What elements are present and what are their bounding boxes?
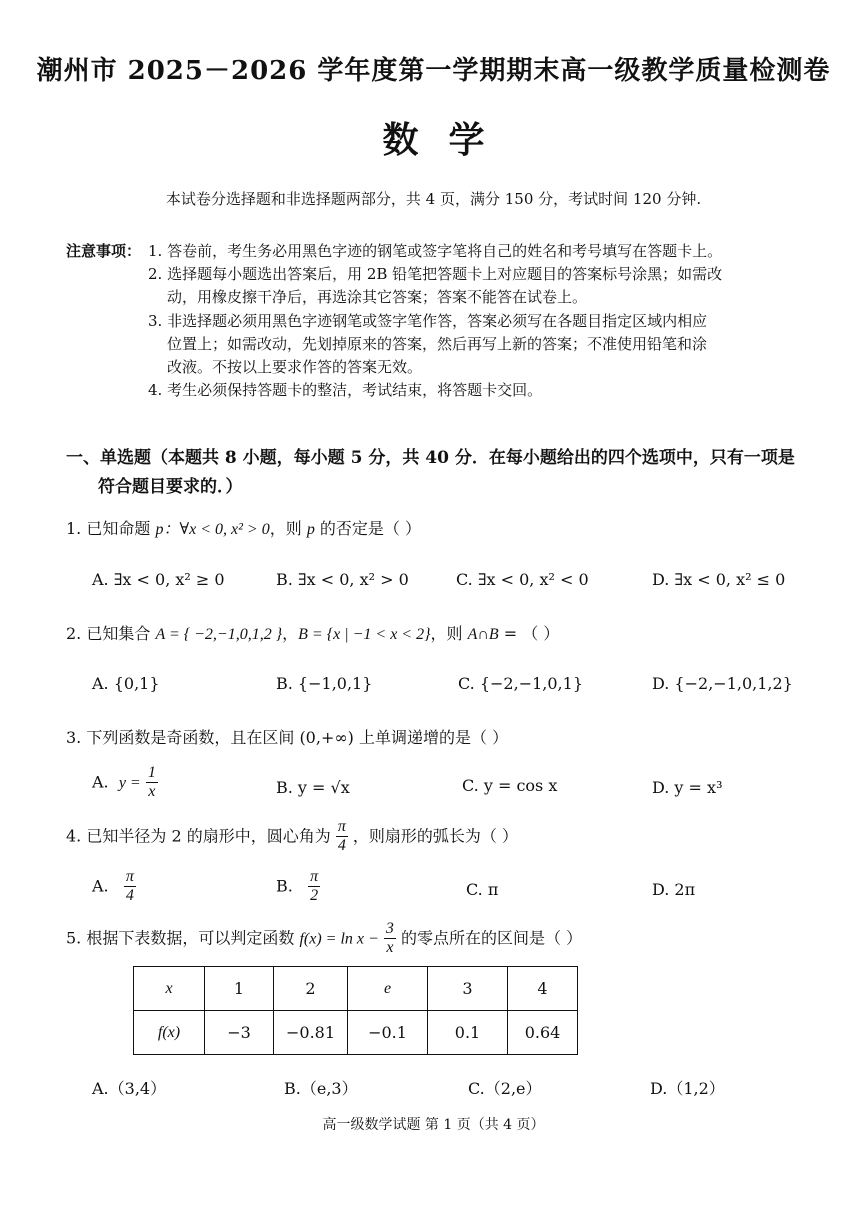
- q1-option-b: B. ∃x < 0, x² > 0: [276, 570, 409, 589]
- q3-option-d: D. y = x³: [652, 778, 723, 797]
- table-cell: 4: [508, 967, 578, 1011]
- table-cell: −3: [205, 1011, 274, 1055]
- table-cell: 2: [274, 967, 348, 1011]
- section-heading-cont: 符合题目要求的．）: [98, 477, 243, 497]
- q4-option-c: C. π: [466, 880, 499, 899]
- q3-option-b: B. y = √x: [276, 778, 350, 797]
- q5-option-a: A.（3,4）: [92, 1079, 167, 1098]
- page-footer: 高一级数学试题 第 1 页（共 4 页）: [322, 1117, 545, 1133]
- table-row: [134, 967, 578, 1011]
- question-4: 4. 已知半径为 2 的扇形中，圆心角为 $\frac{\pi}{4}$ ，则扇形的弧长为（ ）: [66, 818, 519, 855]
- table-cell: 3: [428, 967, 508, 1011]
- table-cell: 0.1: [428, 1011, 508, 1055]
- table-cell: e: [348, 967, 428, 1011]
- q4-option-d: D. 2π: [652, 880, 696, 899]
- q2-option-c: C. {−2,−1,0,1}: [458, 674, 583, 693]
- q2-option-b: B. {−1,0,1}: [276, 674, 373, 693]
- q2-option-a: A. {0,1}: [92, 674, 160, 693]
- q5-option-c: C.（2,e）: [468, 1079, 542, 1098]
- notice-item-4: 4. 考生必须保持答题卡的整洁，考试结束，将答题卡交回。: [148, 381, 543, 399]
- notice-item-1: 1. 答卷前，考生务必用黑色字迹的钢笔或签字笔将自己的姓名和考号填写在答题卡上。: [148, 242, 723, 260]
- table-row: [134, 1011, 578, 1055]
- q3-option-a: A. y = $\frac{1}{x}$: [92, 764, 156, 801]
- exam-intro: 本试卷分选择题和非选择题两部分，共 4 页，满分 150 分，考试时间 120 分钟.: [165, 190, 702, 208]
- q2-option-d: D. {−2,−1,0,1,2}: [652, 674, 793, 693]
- q1-option-d: D. ∃x < 0, x² ≤ 0: [652, 570, 786, 589]
- table-cell: 1: [205, 967, 274, 1011]
- table-cell: f(x): [134, 1011, 205, 1055]
- subject-title: 数学: [382, 119, 515, 161]
- table-cell: 0.64: [508, 1011, 578, 1055]
- q1-option-a: A. ∃x < 0, x² ≥ 0: [92, 570, 225, 589]
- q4-option-b: B. $\frac{\pi}{2}$: [276, 868, 319, 905]
- question-2: 2. 已知集合 A = { −2,−1,0,1,2 }，B = {x | −1 < x < 2}，则 A∩B = （ ）: [66, 624, 560, 643]
- q5-option-d: D.（1,2）: [650, 1079, 725, 1098]
- q3-option-c: C. y = cos x: [462, 776, 558, 795]
- question-1: 1. 已知命题 p：∀x < 0, x² > 0，则 p 的否定是（ ）: [66, 519, 421, 538]
- exam-title: 潮州市 2025－2026 学年度第一学期期末高一级教学质量检测卷: [36, 56, 831, 86]
- q4-option-a: A. $\frac{\pi}{4}$: [92, 868, 134, 905]
- notice-item-3-cont: 位置上；如需改动，先划掉原来的答案，然后再写上新的答案；不准使用铅笔和涂: [167, 335, 708, 353]
- notice-item-3: 3. 非选择题必须用黑色字迹钢笔或签字笔作答，答案必须写在各题目指定区域内相应: [148, 312, 708, 330]
- notice-item-3-cont2: 改液。不按以上要求作答的答案无效。: [167, 358, 423, 376]
- values-table: [133, 966, 578, 1055]
- notice-item-2-cont: 动，用橡皮擦干净后，再选涂其它答案；答案不能答在试卷上。: [167, 288, 588, 306]
- notice-item-2: 2. 选择题每小题选出答案后，用 2B 铅笔把答题卡上对应题目的答案标号涂黑；如需改: [148, 265, 723, 283]
- section-heading: 一、单选题（本题共 8 小题，每小题 5 分，共 40 分．在每小题给出的四个选项中，只有一项是: [66, 448, 795, 468]
- q1-option-c: C. ∃x < 0, x² < 0: [456, 570, 589, 589]
- table-cell: −0.1: [348, 1011, 428, 1055]
- q5-option-b: B.（e,3）: [284, 1079, 358, 1098]
- table-cell: x: [134, 967, 205, 1011]
- table-cell: −0.81: [274, 1011, 348, 1055]
- notice-label: 注意事项：: [66, 242, 142, 260]
- question-5: 5. 根据下表数据，可以判定函数 f(x) = ln x − $\frac{3}{x}$ 的零点所在的区间是（ ）: [66, 920, 583, 957]
- question-3: 3. 下列函数是奇函数，且在区间 (0,+∞) 上单调递增的是（ ）: [66, 728, 509, 747]
